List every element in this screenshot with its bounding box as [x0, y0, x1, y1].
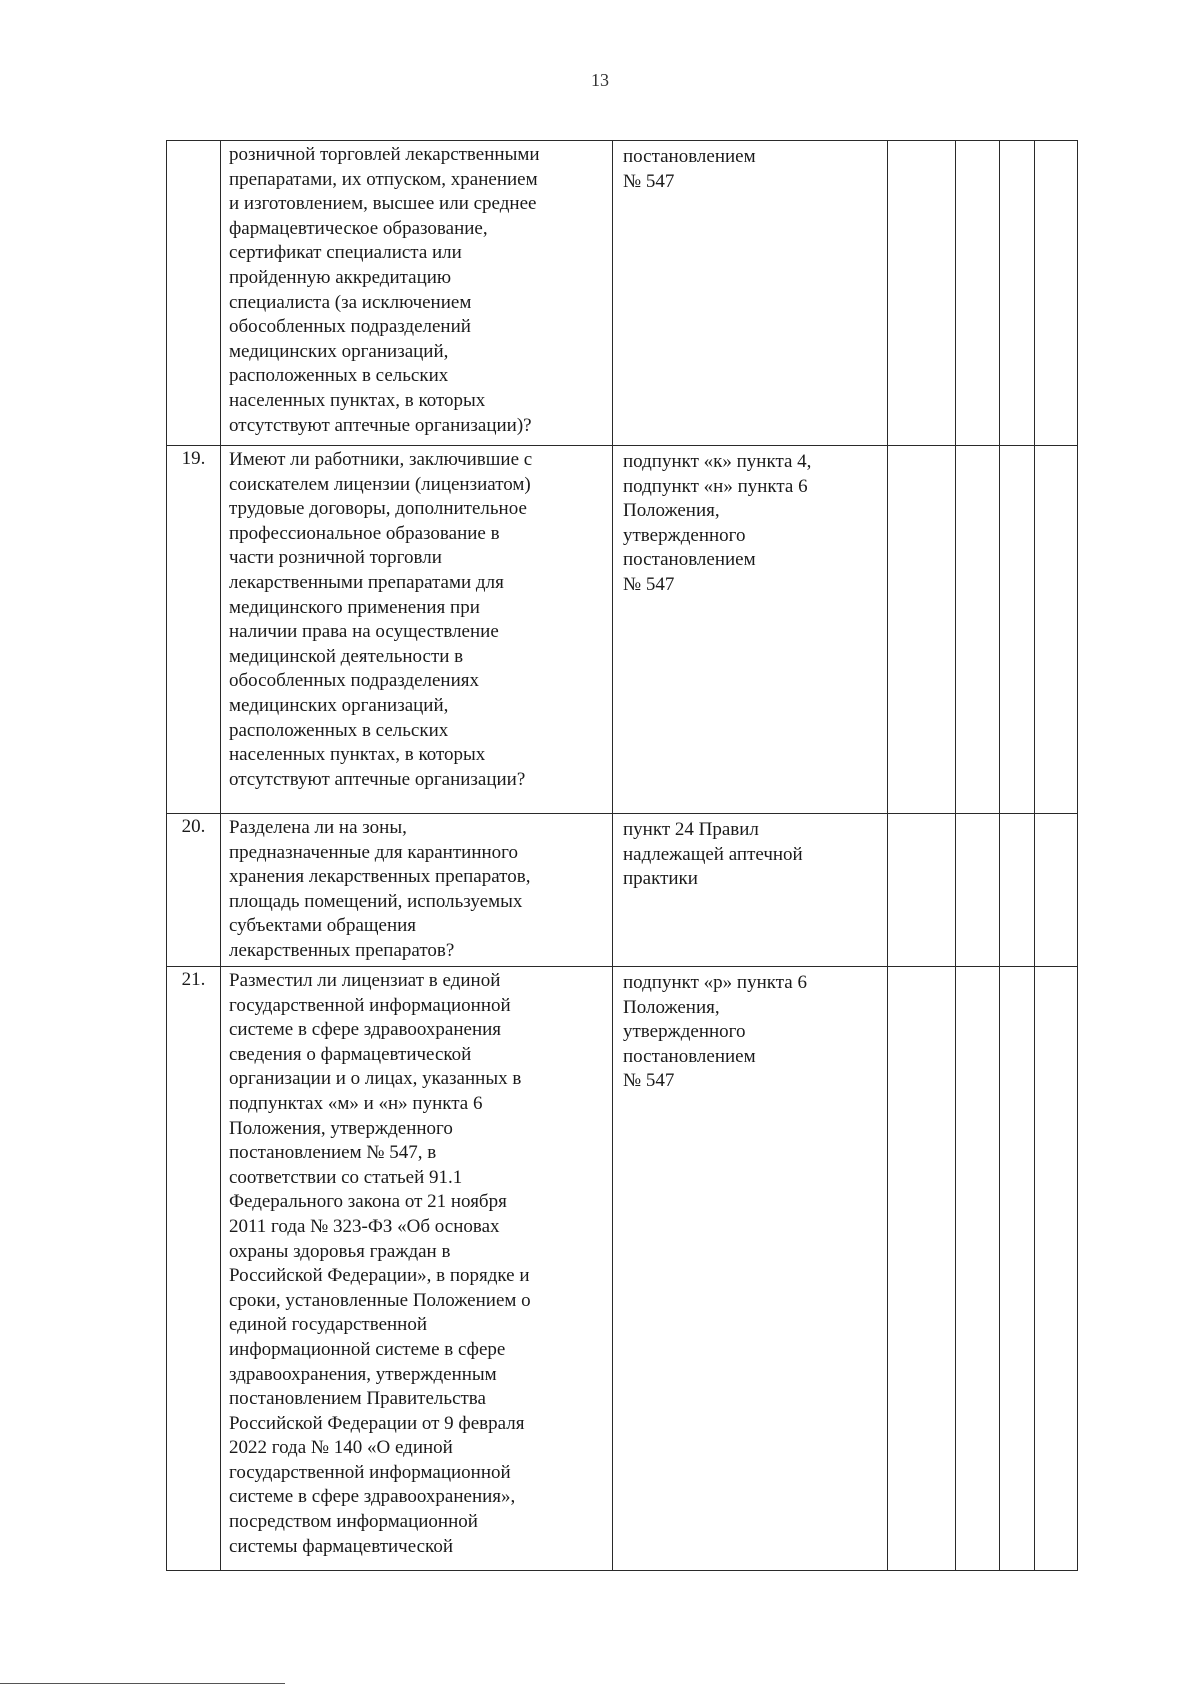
answer-cell-no [956, 446, 1000, 814]
item-number-cell: 20. [167, 814, 221, 967]
answer-cell-na [1000, 814, 1035, 967]
question-cell [221, 967, 613, 1571]
question-line: сведения о фармацевтической [229, 1043, 472, 1065]
question-line: медицинской деятельности в [229, 645, 464, 667]
question-line: препаратами, их отпуском, хранением [229, 168, 538, 190]
answer-cell-no [956, 967, 1000, 1571]
question-line: расположенных в сельских [229, 365, 449, 387]
question-cell [221, 141, 613, 446]
table-body [167, 141, 1078, 1571]
question-line: розничной торговлей лекарственными [229, 144, 540, 165]
reference-line: подпункт «р» пункта 6 [623, 972, 807, 993]
question-line: государственной информационной [229, 994, 511, 1016]
question-line: постановлением № 547, в [229, 1142, 437, 1164]
reference-line: постановлением [623, 549, 756, 571]
item-number-cell: 21. [167, 967, 221, 1571]
question-line: медицинских организаций, [229, 340, 449, 362]
question-line: пройденную аккредитацию [229, 266, 452, 288]
table-row [167, 141, 1078, 446]
question-line: 2022 года № 140 «О единой [229, 1437, 453, 1459]
question-line: здравоохранения, утвержденным [229, 1363, 497, 1385]
question-cell [221, 446, 613, 814]
question-line: постановлением Правительства [229, 1388, 486, 1410]
answer-cell-na [1000, 446, 1035, 814]
question-line: лекарственных препаратов? [229, 939, 455, 961]
question-line: системе в сфере здравоохранения», [229, 1486, 516, 1508]
question-line: системы фармацевтической [229, 1535, 453, 1557]
answer-cell-note [1035, 141, 1078, 446]
question-line: Федерального закона от 21 ноября [229, 1191, 507, 1213]
question-line: организации и о лицах, указанных в [229, 1068, 522, 1090]
question-line: Российской Федерации», в порядке и [229, 1265, 530, 1287]
answer-cell-na [1000, 141, 1035, 446]
answer-cell-no [956, 141, 1000, 446]
question-line: площадь помещений, используемых [229, 890, 523, 912]
reference-line: надлежащей аптечной [623, 843, 803, 865]
question-line: государственной информационной [229, 1461, 511, 1483]
question-line: специалиста (за исключением [229, 291, 472, 313]
footer-rule [0, 1683, 285, 1684]
reference-line: № 547 [623, 1070, 675, 1092]
question-cell [221, 814, 613, 967]
question-line: обособленных подразделений [229, 316, 471, 338]
item-number-cell [167, 141, 221, 446]
question-line: подпунктах «м» и «н» пункта 6 [229, 1092, 483, 1114]
question-line: части розничной торговли [229, 547, 442, 569]
question-line: Положения, утвержденного [229, 1117, 453, 1139]
answer-cell-yes [888, 141, 956, 446]
answer-cell-yes [888, 446, 956, 814]
reference-line: утвержденного [623, 524, 746, 546]
page-number: 13 [591, 70, 609, 90]
reference-line: утвержденного [623, 1021, 746, 1043]
question-line: фармацевтическое образование, [229, 217, 488, 239]
question-line: сроки, установленные Положением о [229, 1289, 531, 1311]
question-line: информационной системе в сфере [229, 1338, 506, 1360]
item-number-cell: 19. [167, 446, 221, 814]
question-line: медицинских организаций, [229, 694, 449, 716]
checklist-table [166, 140, 1078, 1571]
legal-reference-cell [613, 967, 888, 1571]
answer-cell-note [1035, 967, 1078, 1571]
question-line: посредством информационной [229, 1511, 478, 1533]
question-line: 2011 года № 323-ФЗ «Об основах [229, 1215, 500, 1237]
question-line: соответствии со статьей 91.1 [229, 1166, 463, 1188]
reference-line: практики [623, 868, 698, 890]
question-line: обособленных подразделениях [229, 670, 480, 692]
question-line: населенных пунктах, в которых [229, 744, 486, 766]
reference-line: № 547 [623, 573, 675, 595]
reference-line: подпункт «к» пункта 4, [623, 451, 812, 472]
question-line: трудовые договоры, дополнительное [229, 498, 527, 520]
question-line: отсутствуют аптечные организации)? [229, 414, 532, 436]
question-line: отсутствуют аптечные организации? [229, 768, 526, 790]
question-line: хранения лекарственных препаратов, [229, 866, 531, 888]
question-line: наличии права на осуществление [229, 621, 499, 643]
answer-cell-note [1035, 814, 1078, 967]
legal-reference-cell [613, 446, 888, 814]
question-line: медицинского применения при [229, 596, 480, 618]
legal-reference-cell [613, 814, 888, 967]
reference-line: Положения, [623, 500, 720, 522]
question-line: предназначенные для карантинного [229, 841, 518, 863]
question-line: населенных пунктах, в которых [229, 389, 486, 411]
question-line: расположенных в сельских [229, 719, 449, 741]
answer-cell-yes [888, 814, 956, 967]
table-row [167, 967, 1078, 1571]
table-row [167, 446, 1078, 814]
reference-line: постановлением [623, 146, 756, 167]
question-line: и изготовлением, высшее или среднее [229, 193, 537, 215]
table-row [167, 814, 1078, 967]
reference-line: пункт 24 Правил [623, 819, 759, 840]
question-line: системе в сфере здравоохранения [229, 1019, 502, 1041]
question-line: единой государственной [229, 1314, 428, 1336]
question-line: субъектами обращения [229, 915, 417, 937]
question-line: Имеют ли работники, заключившие с [229, 449, 533, 470]
question-line: Разместил ли лицензиат в единой [229, 970, 501, 991]
question-line: охраны здоровья граждан в [229, 1240, 451, 1262]
answer-cell-no [956, 814, 1000, 967]
answer-cell-na [1000, 967, 1035, 1571]
reference-line: № 547 [623, 170, 675, 192]
reference-line: Положения, [623, 996, 720, 1018]
answer-cell-note [1035, 446, 1078, 814]
question-line: соискателем лицензии (лицензиатом) [229, 473, 531, 495]
question-line: Разделена ли на зоны, [229, 817, 407, 838]
question-line: сертификат специалиста или [229, 242, 462, 264]
question-line: профессиональное образование в [229, 522, 500, 544]
question-line: Российской Федерации от 9 февраля [229, 1412, 525, 1434]
reference-line: постановлением [623, 1045, 756, 1067]
legal-reference-cell [613, 141, 888, 446]
reference-line: подпункт «н» пункта 6 [623, 475, 808, 497]
answer-cell-yes [888, 967, 956, 1571]
question-line: лекарственными препаратами для [229, 571, 504, 593]
